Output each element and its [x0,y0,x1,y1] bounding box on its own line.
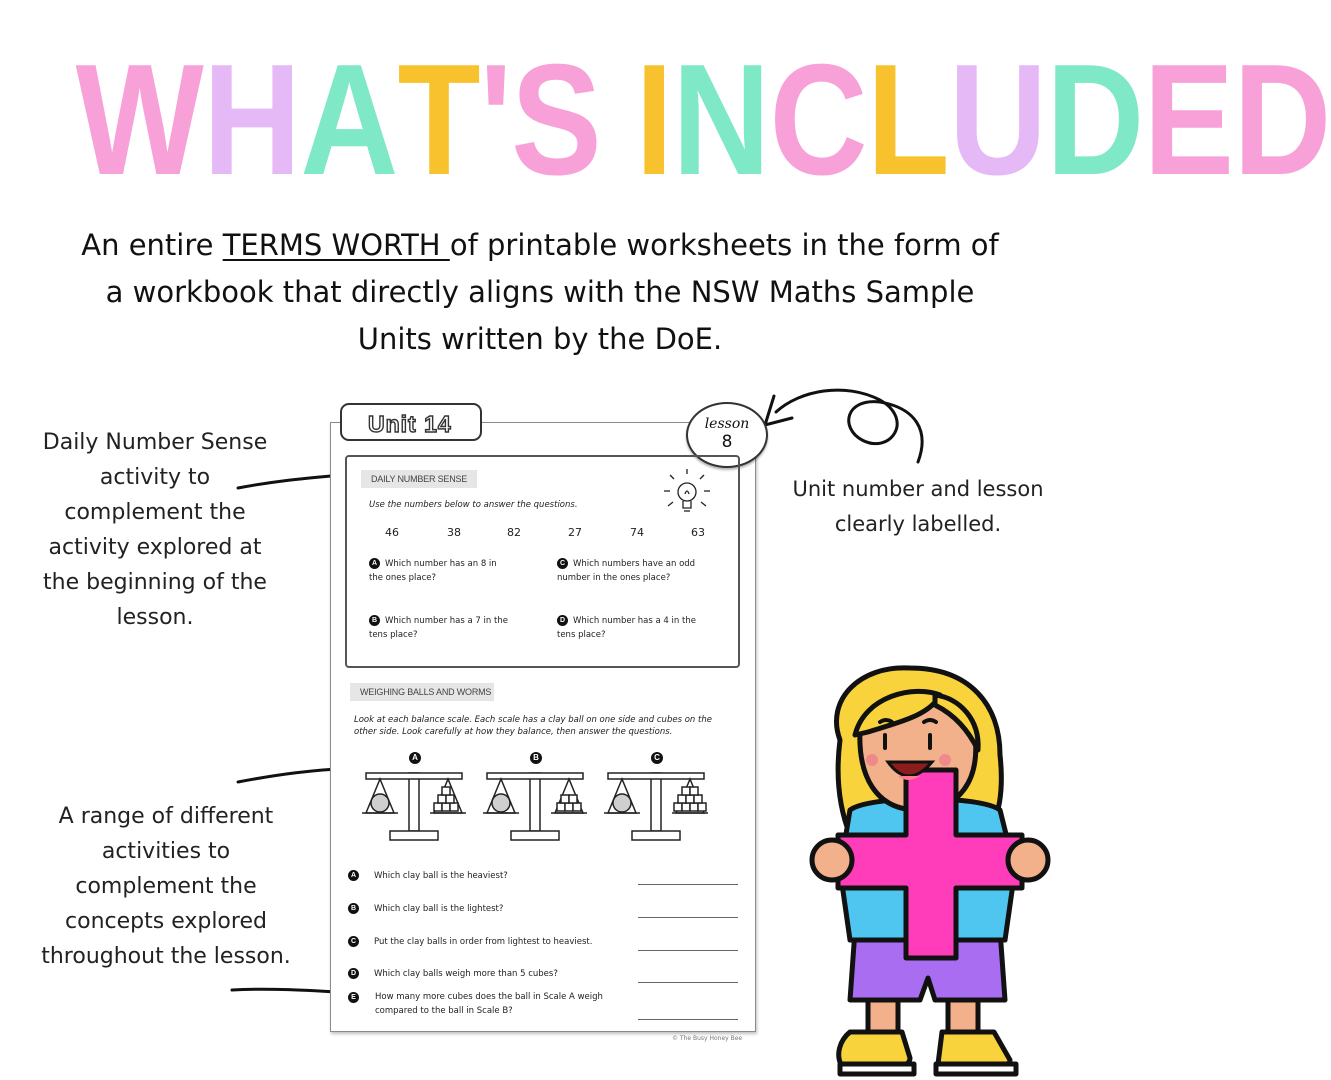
unit-label: Unit 14 [340,403,482,441]
title-letter: T [397,32,480,208]
answer-line [638,950,738,951]
title-letter: ' [479,32,512,208]
question-c: C Put the clay balls in order from lightest to heaviest. [348,935,628,949]
copyright-text: © The Busy Honey Bee [672,1035,743,1042]
letter-badge: D [557,615,568,626]
note-range-activities: A range of different activities to complement the concepts explored throughout the lesson. [41,804,291,969]
number-item: 46 [385,526,399,539]
title-letter: D [1046,32,1144,208]
section-instruction: Look at each balance scale. Each scale has a clay ball on one side and cubes on the other side. Look carefully at how they balance, then answer the questions. [354,715,712,737]
letter-badge: D [348,968,359,979]
title-letter: L [866,32,949,208]
answer-line [638,884,738,885]
balance-scale-icon [360,765,470,845]
title-letter: C [769,32,867,208]
title-letter: E [1143,32,1234,208]
question-a: A Which clay ball is the heaviest? [348,869,628,883]
balance-scale-icon [602,765,712,845]
letter-badge: E [348,992,359,1003]
lightbulb-icon [656,464,716,524]
question-e: E How many more cubes does the ball in Scale A weigh compared to the ball in Scale B? [348,990,618,1018]
terms-worth-emphasis: TERMS WORTH [222,228,450,262]
scale-letter: A [409,752,421,764]
dns-question-b: B Which number has a 7 in the tens place? [369,616,508,640]
question-d: D Which clay balls weigh more than 5 cubes? [348,967,628,981]
letter-badge: C [348,936,359,947]
dns-label: DAILY NUMBER SENSE [361,470,477,488]
number-item: 27 [568,526,582,539]
note-unit-lesson: Unit number and lesson clearly labelled. [792,477,1044,536]
title-letter: N [672,32,770,208]
title-letter: H [203,32,301,208]
balance-scale-icon [481,765,591,845]
lesson-word: lesson [704,416,750,432]
title-letter: D [1233,32,1331,208]
dns-question-d: D Which number has a 4 in the tens place? [557,616,696,640]
scale-letter: C [651,752,663,764]
letter-badge: A [369,558,380,569]
number-item: 82 [507,526,521,539]
answer-line [638,1019,738,1020]
dns-question-a: A Which number has an 8 in the ones place? [369,559,497,583]
scale-letter: B [530,752,542,764]
number-item: 38 [447,526,461,539]
section-label: WEIGHING BALLS AND WORMS [350,683,494,701]
answer-line [638,917,738,918]
girl-plus-sign-illustration [810,660,1050,1080]
letter-badge: C [557,558,568,569]
letter-badge: A [348,870,359,881]
page-title [75,32,1331,208]
dns-instruction: Use the numbers below to answer the questions. [369,500,578,510]
number-item: 74 [630,526,644,539]
lesson-number: 8 [721,432,733,452]
title-letter: S [511,32,601,208]
title-letter: U [948,32,1047,208]
answer-line [638,982,738,983]
number-item: 63 [691,526,705,539]
title-letter: W [75,32,204,208]
title-letter: I [635,32,673,208]
dns-question-c: C Which numbers have an odd number in the ones place? [557,559,696,583]
title-letter: A [300,32,398,208]
intro-text: An entire TERMS WORTH of printable worksheets in the form of a workbook that directly aligns with the NSW Maths Sample Units written by the DoE. [81,228,999,356]
note-daily-number-sense: Daily Number Sense activity to complement the activity explored at the beginning of the lesson. [42,430,268,630]
letter-badge: B [369,615,380,626]
letter-badge: B [348,903,359,914]
question-b: B Which clay ball is the lightest? [348,902,628,916]
arrow-curl [776,390,922,462]
